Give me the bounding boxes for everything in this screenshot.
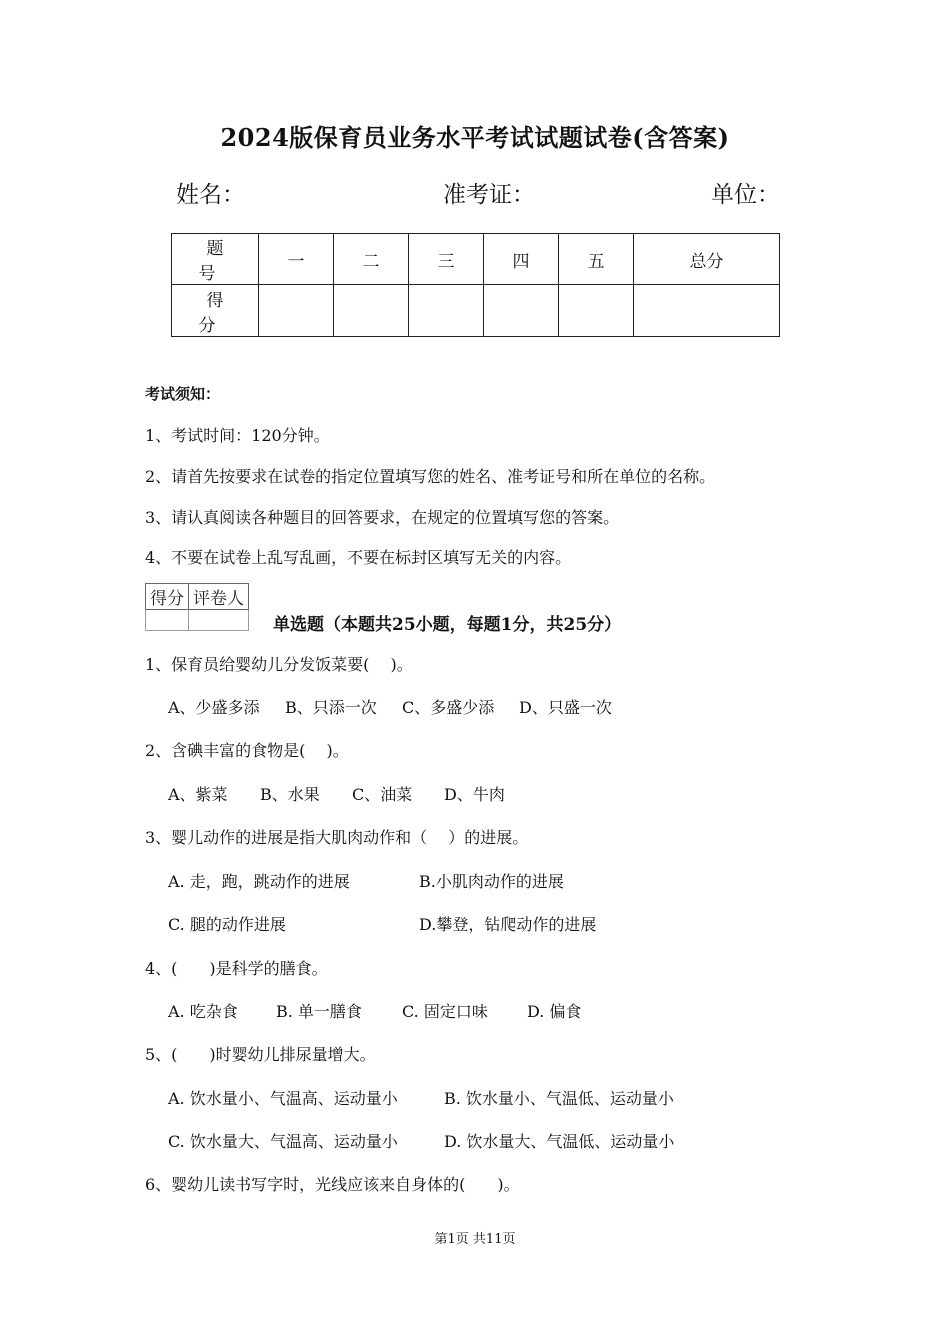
question-option: D、牛肉 [444, 785, 505, 804]
score-table [171, 233, 780, 337]
grader-reviewer-cell [189, 610, 249, 631]
notice-heading: 考试须知： [145, 385, 221, 403]
question-option: B、水果 [260, 785, 320, 804]
question-stem: 1、保育员给婴幼儿分发饭菜要( )。 [145, 655, 413, 674]
question-option: C. 固定口味 [402, 1002, 488, 1021]
question-option: D. 饮水量大、气温低、运动量小 [444, 1132, 675, 1151]
score-table-cell: 得 分 [172, 285, 259, 337]
question-option: B. 饮水量小、气温低、运动量小 [444, 1089, 674, 1108]
question-option: B. 单一膳食 [276, 1002, 362, 1021]
question-option: C. 饮水量大、气温高、运动量小 [168, 1132, 398, 1151]
question-option: A. 走，跑，跳动作的进展 [168, 872, 350, 891]
notice-item: 4、不要在试卷上乱写乱画，不要在标封区填写无关的内容。 [145, 548, 572, 567]
section-title: 单选题（本题共25小题，每题1分，共25分） [273, 615, 622, 635]
unit-field-label: 单位： [711, 182, 780, 208]
question-option: D. 偏食 [527, 1002, 582, 1021]
question-stem: 4、( )是科学的膳食。 [145, 959, 328, 978]
score-table-score-row [172, 285, 780, 337]
question-option: A、少盛多添 [168, 698, 260, 717]
question-stem: 2、含碘丰富的食物是( )。 [145, 741, 349, 760]
grader-score-cell [146, 610, 189, 631]
question-stem: 3、婴儿动作的进展是指大肌肉动作和（ ）的进展。 [145, 828, 529, 847]
question-option: A. 饮水量小、气温高、运动量小 [168, 1089, 398, 1108]
notice-item: 3、请认真阅读各种题目的回答要求，在规定的位置填写您的答案。 [145, 508, 620, 527]
question-option: A、紫菜 [168, 785, 228, 804]
grader-reviewer-label: 评卷人 [189, 584, 249, 610]
page-title: 2024版保育员业务水平考试试题试卷(含答案) [220, 123, 730, 152]
score-entry-cell [634, 285, 780, 337]
score-table-cell: 五 [559, 234, 634, 285]
question-option: D.攀登，钻爬动作的进展 [419, 915, 597, 934]
score-table-cell: 题 号 [172, 234, 259, 285]
score-entry-cell [334, 285, 409, 337]
score-entry-cell [409, 285, 484, 337]
exam-id-field-label: 准考证： [443, 182, 535, 208]
grader-score-label: 得分 [146, 584, 189, 610]
notice-item: 2、请首先按要求在试卷的指定位置填写您的姓名、准考证号和所在单位的名称。 [145, 467, 716, 486]
question-option: D、只盛一次 [519, 698, 612, 717]
score-table-header-row [172, 234, 780, 285]
page-footer: 第1页 共11页 [434, 1232, 516, 1247]
score-entry-cell [559, 285, 634, 337]
question-stem: 6、婴幼儿读书写字时，光线应该来自身体的( )。 [145, 1175, 520, 1194]
score-table-cell: 四 [484, 234, 559, 285]
score-table-cell: 一 [259, 234, 334, 285]
notice-item: 1、考试时间：120分钟。 [145, 426, 330, 445]
question-option: C. 腿的动作进展 [168, 915, 286, 934]
question-option: A. 吃杂食 [168, 1002, 238, 1021]
score-entry-cell [484, 285, 559, 337]
question-option: B.小肌肉动作的进展 [419, 872, 564, 891]
question-option: B、只添一次 [285, 698, 377, 717]
question-option: C、油菜 [352, 785, 413, 804]
grader-box [145, 583, 249, 631]
score-table-cell: 总分 [634, 234, 780, 285]
question-option: C、多盛少添 [402, 698, 495, 717]
name-field-label: 姓名： [176, 182, 245, 208]
score-table-cell: 三 [409, 234, 484, 285]
question-stem: 5、( )时婴幼儿排尿量增大。 [145, 1045, 376, 1064]
score-table-cell: 二 [334, 234, 409, 285]
